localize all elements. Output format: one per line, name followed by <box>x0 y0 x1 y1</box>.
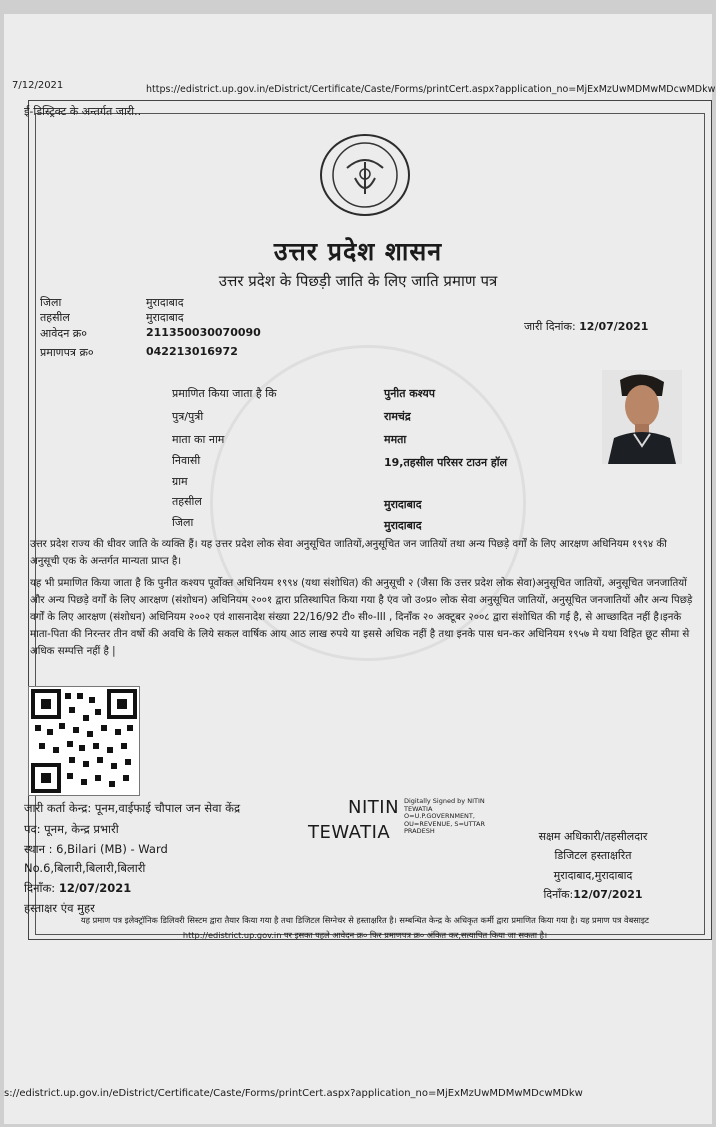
print-date: 7/12/2021 <box>12 80 64 91</box>
field-label-village: ग्राम <box>172 475 188 488</box>
up-emblem-icon <box>320 134 410 216</box>
field-label-district: जिला <box>172 516 194 529</box>
authority-signed: डिजिटल हस्ताक्षरित <box>554 849 632 862</box>
certificate-subtitle: उत्तर प्रदेश के पिछड़ी जाति के लिए जाति प्रमाण पत्र <box>218 272 498 290</box>
meta-label-tehsil: तहसील <box>40 311 70 324</box>
certificate-title: उत्तर प्रदेश शासन <box>273 237 443 266</box>
issuer-date-value: 12/07/2021 <box>58 881 132 895</box>
meta-label-district: जिला <box>40 296 62 309</box>
meta-value-certificate-no: 042213016972 <box>146 345 238 358</box>
authority-place: मुरादाबाद,मुरादाबाद <box>553 869 633 882</box>
field-value-name: पुनीत कश्यप <box>384 387 436 400</box>
field-value-mother: ममता <box>384 433 407 446</box>
authority-date <box>500 887 686 902</box>
issuer-date <box>24 881 131 896</box>
paragraph-certification: यह भी प्रमाणित किया जाता है कि पुनीत कश्यप पूर्वोक्त अधिनियम १९९४ (यथा संशोधित) की अनुसूची २ (जैसा कि उत्तर प्रदेश लोक सेवा)अनुसूचित जातियों, अनुसूचित जनजातियों और अन्य पिछड़े वर्गों के लिए आरक्षण (संशोधन) अधिनियम २००१ द्वारा प्रतिस्थापित किया गया है एंव जो उ०प्र० लोक सेवा अनुसूचित जातियों, अनुसूचित जनजातियों और अन्य पिछड़े वर्गों के लिए आरक्षण (संशोधन) अधिनियम २००२ एवं शासनादेश संख्या 22/16/92 टी० सी०-III , दिनाँक २० अक्टूबर २००८ द्वारा संशोधित की गई है, से आच्छादित नहीं है।इनके माता-पिता की निरन्तर तीन वर्षो की अवधि के लिये सकल वार्षिक आय आठ लाख रुपये या इससे अधिक नहीं है तथा इनके पास धन-कर अधिनियम १९५७ मे यथा विहित छूट सीमा से अधिक सम्पत्ति नहीं है | <box>30 578 693 657</box>
issuer-place-line1: स्थान : 6,Bilari (MB) - Ward <box>24 842 168 856</box>
field-label-certified: प्रमाणित किया जाता है कि <box>172 387 277 400</box>
edistrict-note: ई-डिस्ट्रिक्ट के अन्तर्गत जारी.. <box>24 105 142 118</box>
field-label-mother: माता का नाम <box>172 433 225 446</box>
print-url: https://edistrict.up.gov.in/eDistrict/Certificate/Caste/Forms/printCert.aspx?application_no=MjExMzUwMDMwMDcwMDkw <box>146 84 716 95</box>
signature-last-name: TEWATIA <box>308 822 391 843</box>
meta-value-tehsil: मुरादाबाद <box>146 311 184 324</box>
paragraph-caste: उत्तर प्रदेश राज्य की धीवर जाति के व्यक्ति हैं। यह उत्तर प्रदेश लोक सेवा अनुसूचित जातियों,अनुसूचित जन जातियों तथा अन्य पिछड़े वर्गों के लिए आरक्षण अधिनियम १९९४ की अनुसूची एक के अन्तर्गत मान्यता प्राप्त है। <box>30 539 667 567</box>
footnote: यह प्रमाण पत्र इलेक्ट्रॉनिक डिलिवरी सिस्टम द्वारा तैयार किया गया है तथा डिजिटल सिग्नेचर से हस्ताक्षरित है। सम्बन्धित केन्द्र के अधिकृत कर्मी द्वारा प्रमाणित किया गया है। यह प्रमाण पत्र वेबसाइट http://edistrict.up.gov.in पर इसका पहले आवेदन क्र० फिर प्रमाणपत्र क्र० अंकित कर,सत्यापित किया जा सकता है। <box>80 915 650 940</box>
authority-designation: सक्षम अधिकारी/तहसीलदार <box>538 830 648 843</box>
issuer-center: जारी कर्ता केन्द्र: पूनम,वाईफाई चौपाल जन सेवा केंद्र <box>24 801 241 815</box>
bottom-print-url: s://edistrict.up.gov.in/eDistrict/Certificate/Caste/Forms/printCert.aspx?application_no=MjExMzUwMDMwMDcwMDkw <box>4 1088 583 1099</box>
field-value-father: रामचंद्र <box>384 410 411 423</box>
field-label-resident: निवासी <box>172 454 201 467</box>
meta-value-application-no: 211350030070090 <box>146 326 261 339</box>
field-label-tehsil: तहसील <box>172 495 202 508</box>
applicant-photo-graphic <box>602 370 682 464</box>
issuer-post: पद: पूनम, केन्द्र प्रभारी <box>24 822 119 836</box>
meta-label-certificate-no: प्रमाणपत्र क्र० <box>40 346 94 359</box>
issuer-place-line2: No.6,बिलारी,बिलारी,बिलारी <box>24 861 146 875</box>
issuer-seal-label: हस्ताक्षर एंव मुहर <box>24 901 95 915</box>
field-value-resident: 19,तहसील परिसर टाउन हॉल <box>384 456 508 469</box>
qr-code-graphic <box>29 687 139 795</box>
applicant-photo <box>602 370 682 464</box>
signature-details: Digitally Signed by NITIN TEWATIA O=U.P.GOVERNMENT, OU=REVENUE, S=UTTAR PRADESH <box>404 797 485 835</box>
issue-date-label: जारी दिनांक: <box>524 320 576 333</box>
emblem-graphic <box>325 138 405 212</box>
field-value-tehsil: मुरादाबाद <box>384 498 422 511</box>
issue-date-value: 12/07/2021 <box>579 320 649 333</box>
authority-date-value: 12/07/2021 <box>573 888 643 901</box>
authority-date-label: दिनाँक: <box>543 888 574 901</box>
qr-code-icon <box>28 686 140 796</box>
field-value-district: मुरादाबाद <box>384 519 422 532</box>
meta-value-district: मुरादाबाद <box>146 296 184 309</box>
field-label-son-daughter: पुत्र/पुत्री <box>172 410 204 423</box>
issuer-date-label: दिनाँक: <box>24 881 56 895</box>
issue-date <box>524 319 648 334</box>
meta-label-application-no: आवेदन क्र० <box>40 327 87 340</box>
signature-first-name: NITIN <box>348 797 400 818</box>
